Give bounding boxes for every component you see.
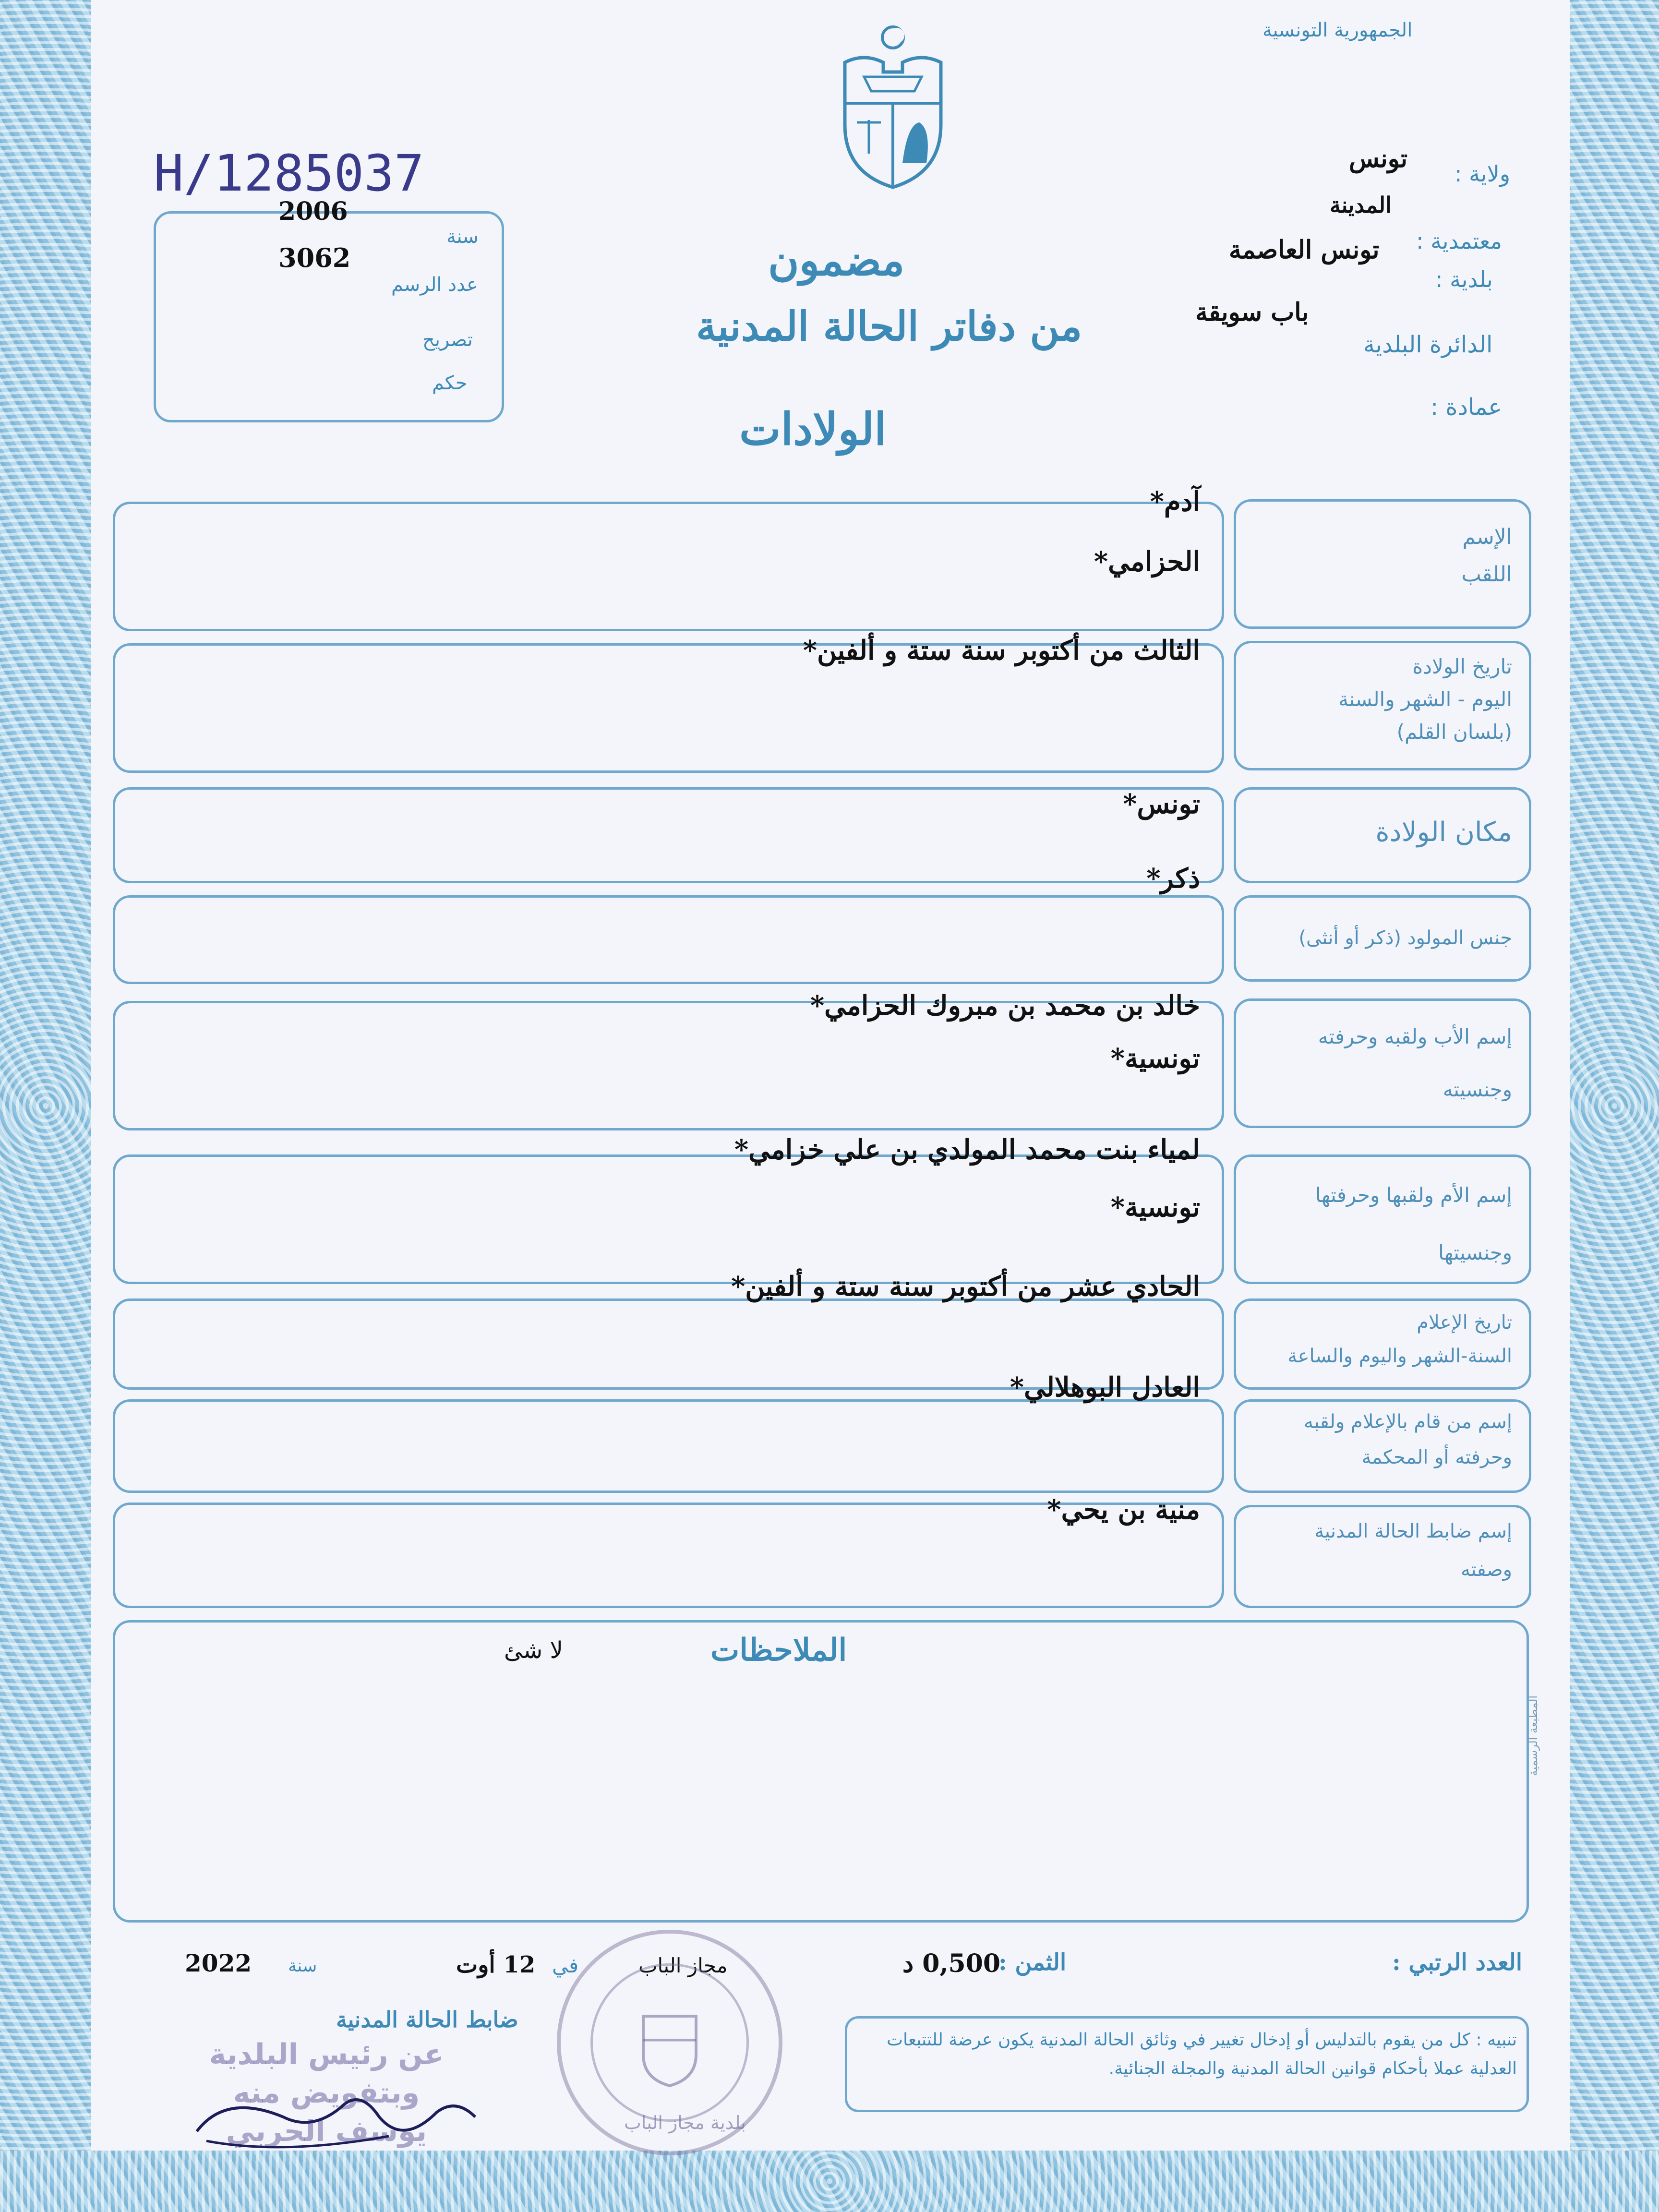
label-line: (بلسان القلم) — [1396, 720, 1512, 744]
label-birth-place — [1248, 814, 1512, 851]
label-name — [1248, 518, 1512, 593]
label-line: وصفته — [1460, 1559, 1512, 1581]
officer-signature-label: ضابط الحالة المدنية — [336, 2007, 518, 2032]
date-prefix: في — [552, 1954, 579, 1977]
remarks-value: لا شئ — [504, 1637, 563, 1664]
value-father-name: خالد بن محمد بن مبروك الحزامي* — [810, 990, 1200, 1022]
label-line: تاريخ الإعلام — [1417, 1311, 1512, 1334]
label-declaration-date — [1248, 1306, 1512, 1373]
value-father-nationality: تونسية* — [1110, 1043, 1200, 1074]
value-declaration-date: الحادي عشر من أكتوبر سنة ستة و ألفين* — [731, 1271, 1200, 1302]
label-mother — [1248, 1166, 1512, 1282]
value-birth-date: الثالث من أكتوبر سنة ستة و ألفين* — [803, 635, 1200, 666]
delegation-value: تونس العاصمة — [1229, 235, 1380, 264]
price-value: 0,500 د — [902, 1949, 1001, 1978]
label-sex — [1248, 919, 1512, 957]
value-mother-name: لمياء بنت محمد المولدي بن علي خزامي* — [734, 1134, 1200, 1166]
stamp-line: يوسف الحربي — [226, 2115, 427, 2148]
tunisia-coat-of-arms-icon — [835, 19, 950, 192]
label-declarant — [1248, 1404, 1512, 1475]
label-line: وجنسيتها — [1438, 1241, 1512, 1264]
register-declaration-label: تصريح — [422, 329, 473, 351]
delegation-label: معتمدية : — [1416, 228, 1503, 254]
wilaya-label: ولاية : — [1455, 161, 1511, 187]
label-line: إسم الأم ولقبها وحرفتها — [1315, 1183, 1512, 1207]
stamp-line: وبتفويض منه — [233, 2076, 420, 2110]
warning-text: تنبيه : كل من يقوم بالتدليس أو إدخال تغيير في وثائق الحالة المدنية يكون عرضة للتتبعات العدلية عملا بأحكام قوانين الحالة المدنية والمجلة الجنائية. — [887, 2030, 1517, 2079]
issue-year-label: سنة — [288, 1956, 317, 1976]
label-line: اللقب — [1461, 562, 1512, 587]
remarks-label: الملاحظات — [710, 1632, 847, 1668]
register-number-value: 3062 — [278, 242, 351, 273]
guilloche-border-left — [0, 0, 91, 2212]
title-line-1: مضمون — [768, 235, 905, 285]
label-father — [1248, 1010, 1512, 1116]
value-first-name: آدم* — [1150, 486, 1200, 517]
label-line: اليوم - الشهر والسنة — [1338, 687, 1512, 711]
label-line: إسم الأب ولقبه وحرفته — [1318, 1025, 1512, 1048]
republic-header: الجمهورية التونسية — [1262, 19, 1413, 41]
label-line: وحرفته أو المحكمة — [1361, 1446, 1512, 1468]
label-line: وجنسيته — [1443, 1078, 1512, 1101]
label-line: مكان الولادة — [1375, 817, 1512, 848]
municipal-district-label: الدائرة البلدية — [1363, 331, 1493, 358]
municipality-label: بلدية : — [1435, 266, 1493, 292]
omda-label: عمادة : — [1431, 394, 1502, 421]
guilloche-border-right — [1570, 0, 1659, 2212]
register-number-label: عدد الرسم — [391, 274, 478, 296]
register-year-label: سنة — [446, 226, 479, 248]
value-declarant: العادل البوهلالي* — [1010, 1371, 1200, 1403]
issue-year-value: 2022 — [185, 1949, 252, 1977]
label-line: الإسم — [1462, 525, 1512, 549]
value-birth-place: تونس* — [1123, 788, 1200, 820]
price-label: الثمن : — [998, 1949, 1067, 1976]
city-value: المدينة — [1330, 192, 1392, 218]
stamp-line: عن رئيس البلدية — [209, 2038, 444, 2071]
label-line: إسم من قام بالإعلام ولقبه — [1304, 1411, 1512, 1433]
issue-place: مجاز الباب — [638, 1954, 728, 1977]
label-line: السنة-الشهر واليوم والساعة — [1287, 1345, 1512, 1367]
value-box-sex — [113, 895, 1224, 984]
label-officer — [1248, 1512, 1512, 1589]
municipal-district-value: باب سويقة — [1195, 298, 1309, 327]
label-birth-date — [1248, 650, 1512, 748]
printer-note: المطبعة الرسمية — [1527, 1695, 1540, 1776]
value-mother-nationality: تونسية* — [1110, 1191, 1200, 1223]
label-line: جنس المولود (ذكر أو أنثى) — [1298, 927, 1512, 949]
value-sex: ذكر* — [1146, 863, 1200, 894]
value-box-declarant — [113, 1399, 1224, 1493]
wilaya-value: تونس — [1349, 144, 1408, 173]
seal-coat-of-arms-icon — [638, 2002, 701, 2088]
section-title: الولادات — [739, 403, 887, 455]
label-line: إسم ضابط الحالة المدنية — [1314, 1520, 1512, 1542]
value-officer: منية بن يحي* — [1047, 1494, 1200, 1526]
seal-text: بلدية مجاز الباب — [624, 2112, 746, 2133]
handwritten-signature — [187, 2074, 485, 2160]
register-year-value: 2006 — [278, 197, 348, 226]
value-surname: الحزامي* — [1094, 546, 1200, 577]
issue-day-month: 12 أوت — [456, 1951, 536, 1978]
title-line-2: من دفاتر الحالة المدنية — [696, 302, 1082, 350]
label-line: تاريخ الولادة — [1412, 655, 1512, 678]
register-judgment-label: حكم — [432, 372, 468, 394]
serial-number: H/1285037 — [154, 144, 424, 203]
serial-number-label: العدد الرتبي : — [1392, 1949, 1523, 1976]
